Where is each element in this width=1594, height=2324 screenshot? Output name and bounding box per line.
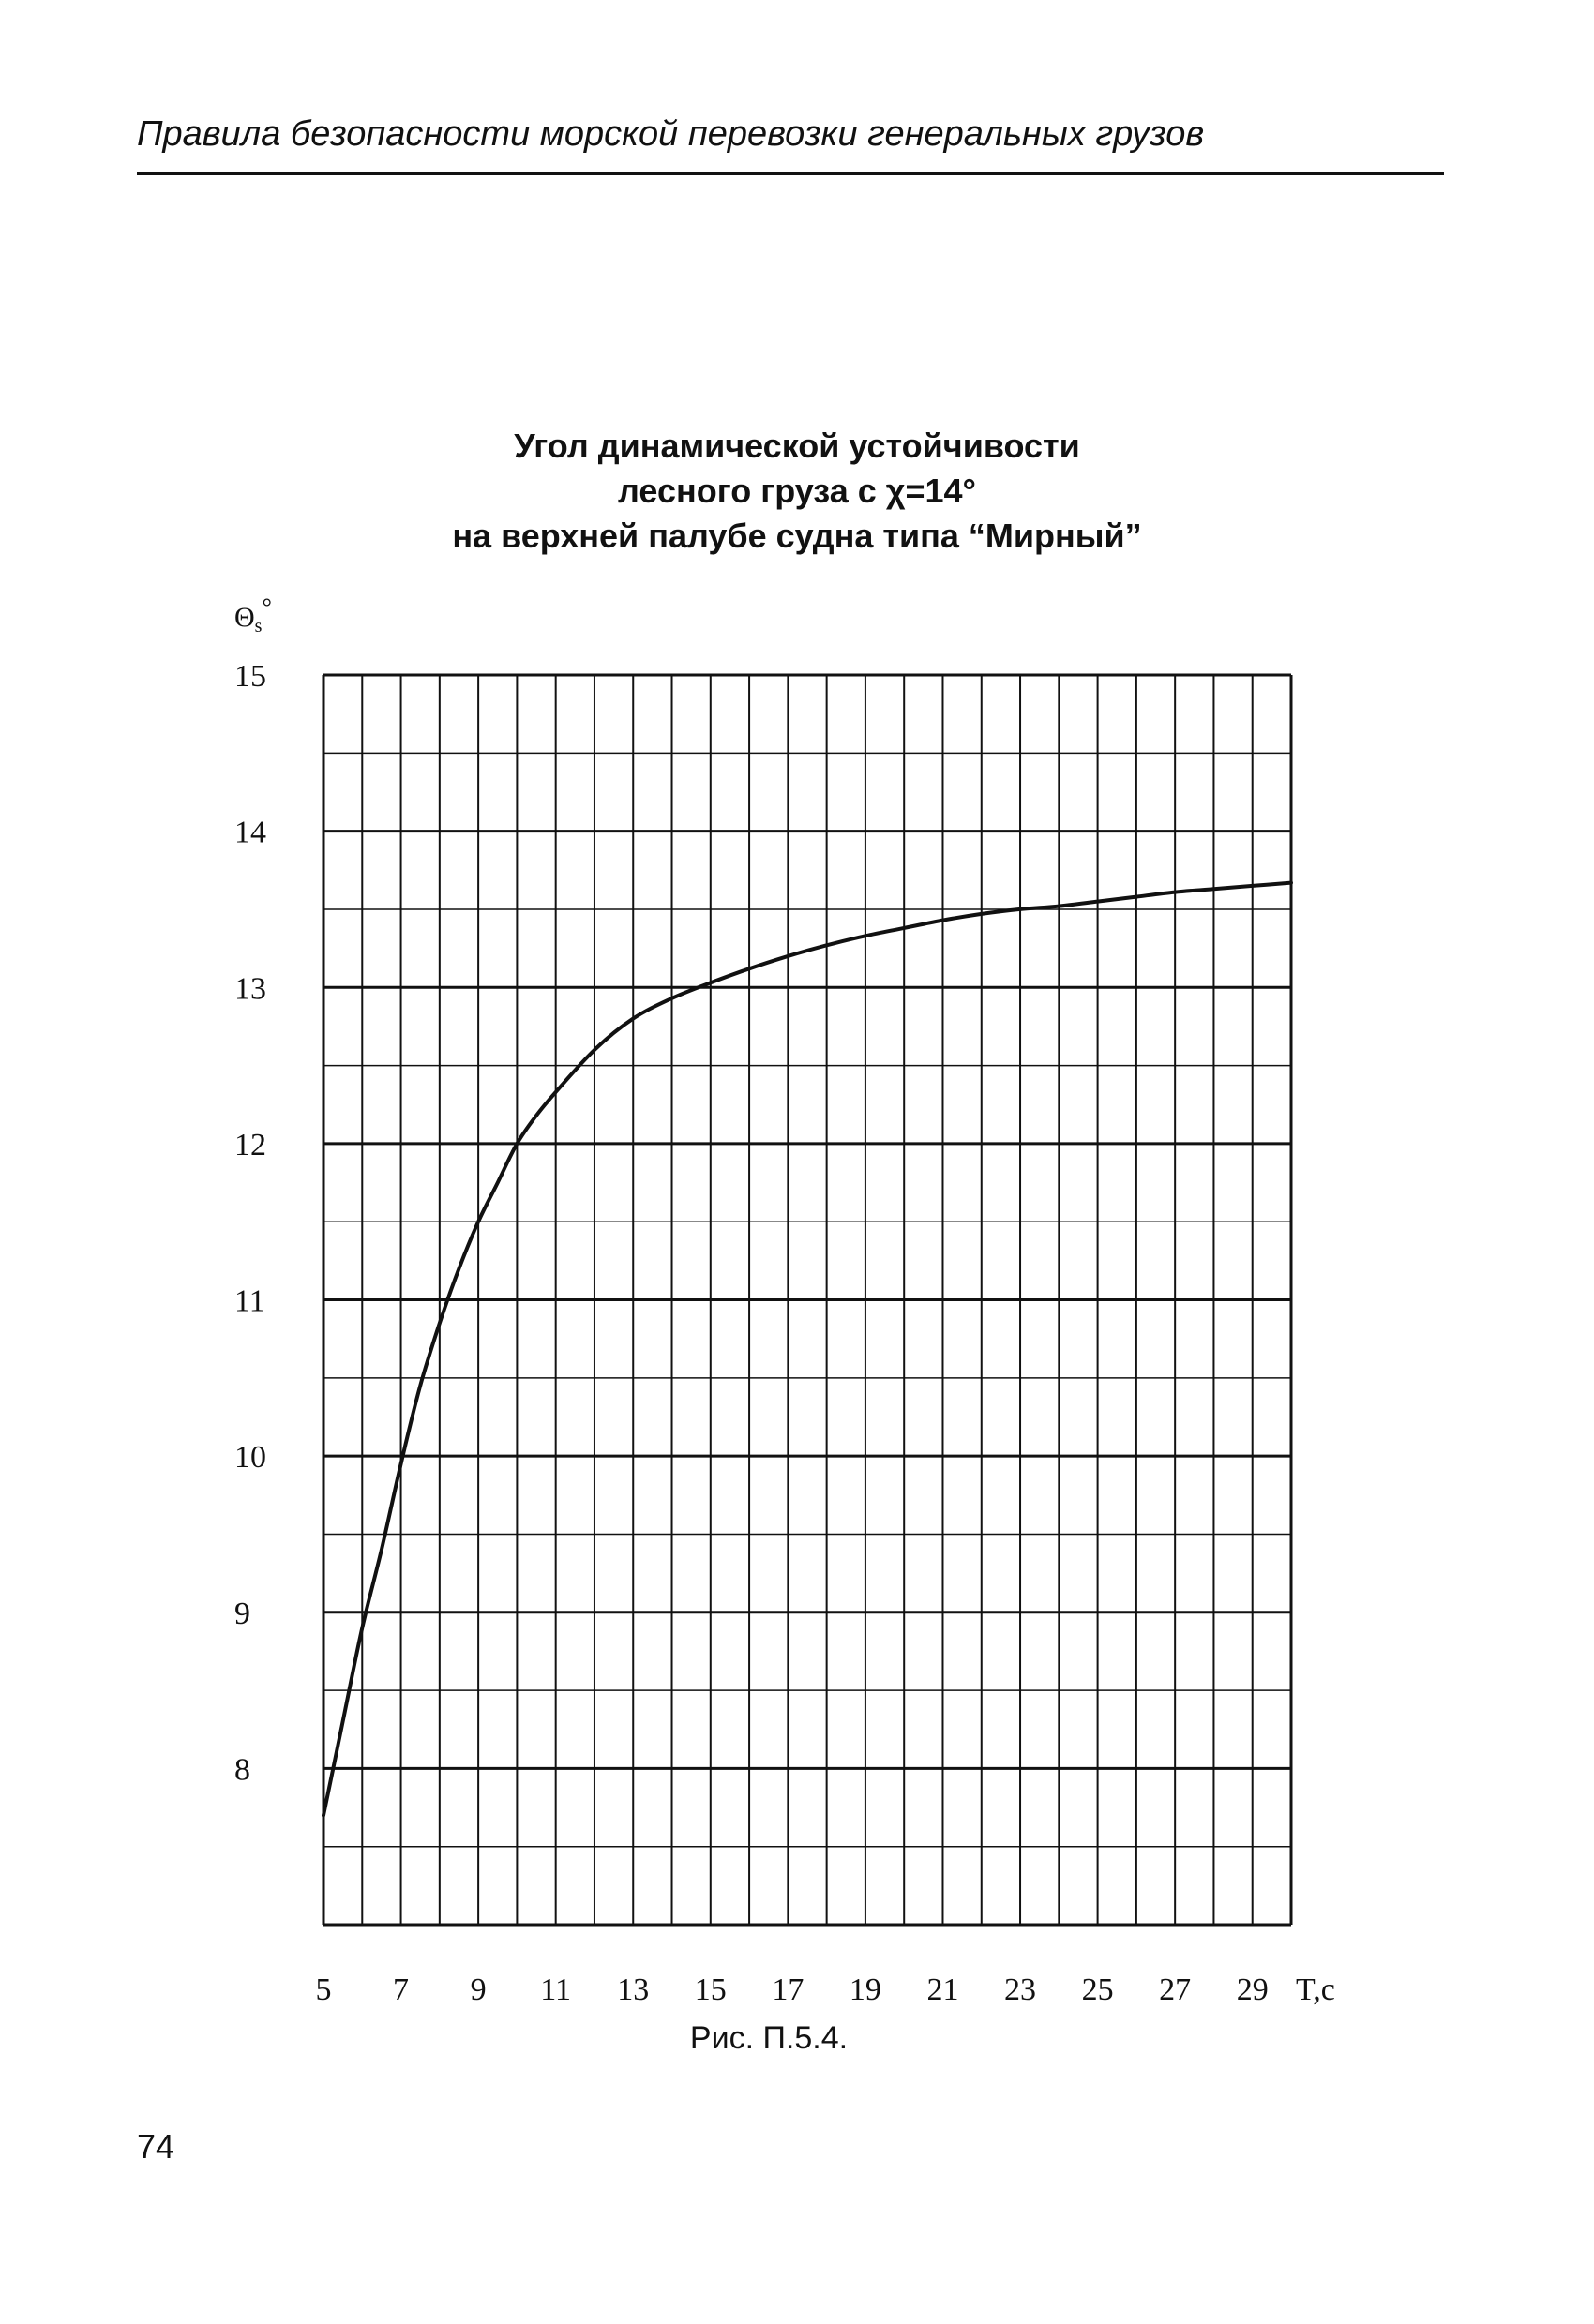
running-header: Правила безопасности морской перевозки генеральных грузов xyxy=(137,114,1205,154)
y-tick-label: 9 xyxy=(234,1596,250,1631)
y-axis-label-symbol: Θ xyxy=(234,602,255,633)
x-tick-label: 7 xyxy=(393,1972,410,2007)
x-tick-label: 5 xyxy=(315,1972,332,2007)
x-tick-label: 29 xyxy=(1236,1972,1269,2007)
tick-labels xyxy=(234,659,1269,2007)
x-tick-label: 17 xyxy=(772,1972,805,2007)
y-tick-label: 8 xyxy=(234,1752,250,1788)
series-group xyxy=(323,883,1291,1816)
y-tick-label: 13 xyxy=(234,971,266,1007)
x-tick-label: 9 xyxy=(470,1972,487,2007)
x-axis-label: T,c xyxy=(1296,1972,1335,2007)
y-tick-label: 10 xyxy=(234,1440,266,1476)
x-tick-label: 19 xyxy=(849,1972,881,2007)
chart-title-line-1: Угол динамической устойчивости xyxy=(514,427,1080,465)
y-tick-label: 15 xyxy=(234,659,266,694)
page-number: 74 xyxy=(137,2127,175,2166)
series-line-0 xyxy=(323,883,1291,1816)
x-tick-label: 27 xyxy=(1159,1972,1192,2007)
y-tick-label: 14 xyxy=(234,815,266,850)
y-tick-label: 11 xyxy=(234,1283,265,1319)
y-axis-label-superscript: ° xyxy=(262,593,272,621)
figure-caption: Рис. П.5.4. xyxy=(689,2020,849,2056)
x-tick-label: 13 xyxy=(617,1972,650,2007)
y-axis-label-subscript: s xyxy=(254,616,263,637)
grid xyxy=(323,675,1291,1925)
x-tick-label: 23 xyxy=(1004,1972,1037,2007)
x-tick-label: 15 xyxy=(694,1972,727,2007)
x-tick-label: 11 xyxy=(540,1972,572,2007)
x-tick-label: 25 xyxy=(1081,1972,1114,2007)
y-tick-label: 12 xyxy=(234,1127,266,1162)
x-tick-label: 21 xyxy=(926,1972,959,2007)
chart-title-line-2: лесного груза с χ=14° xyxy=(618,472,976,510)
chart-title-line-3: на верхней палубе судна типа “Мирный” xyxy=(452,517,1142,555)
y-axis-label xyxy=(234,593,272,637)
